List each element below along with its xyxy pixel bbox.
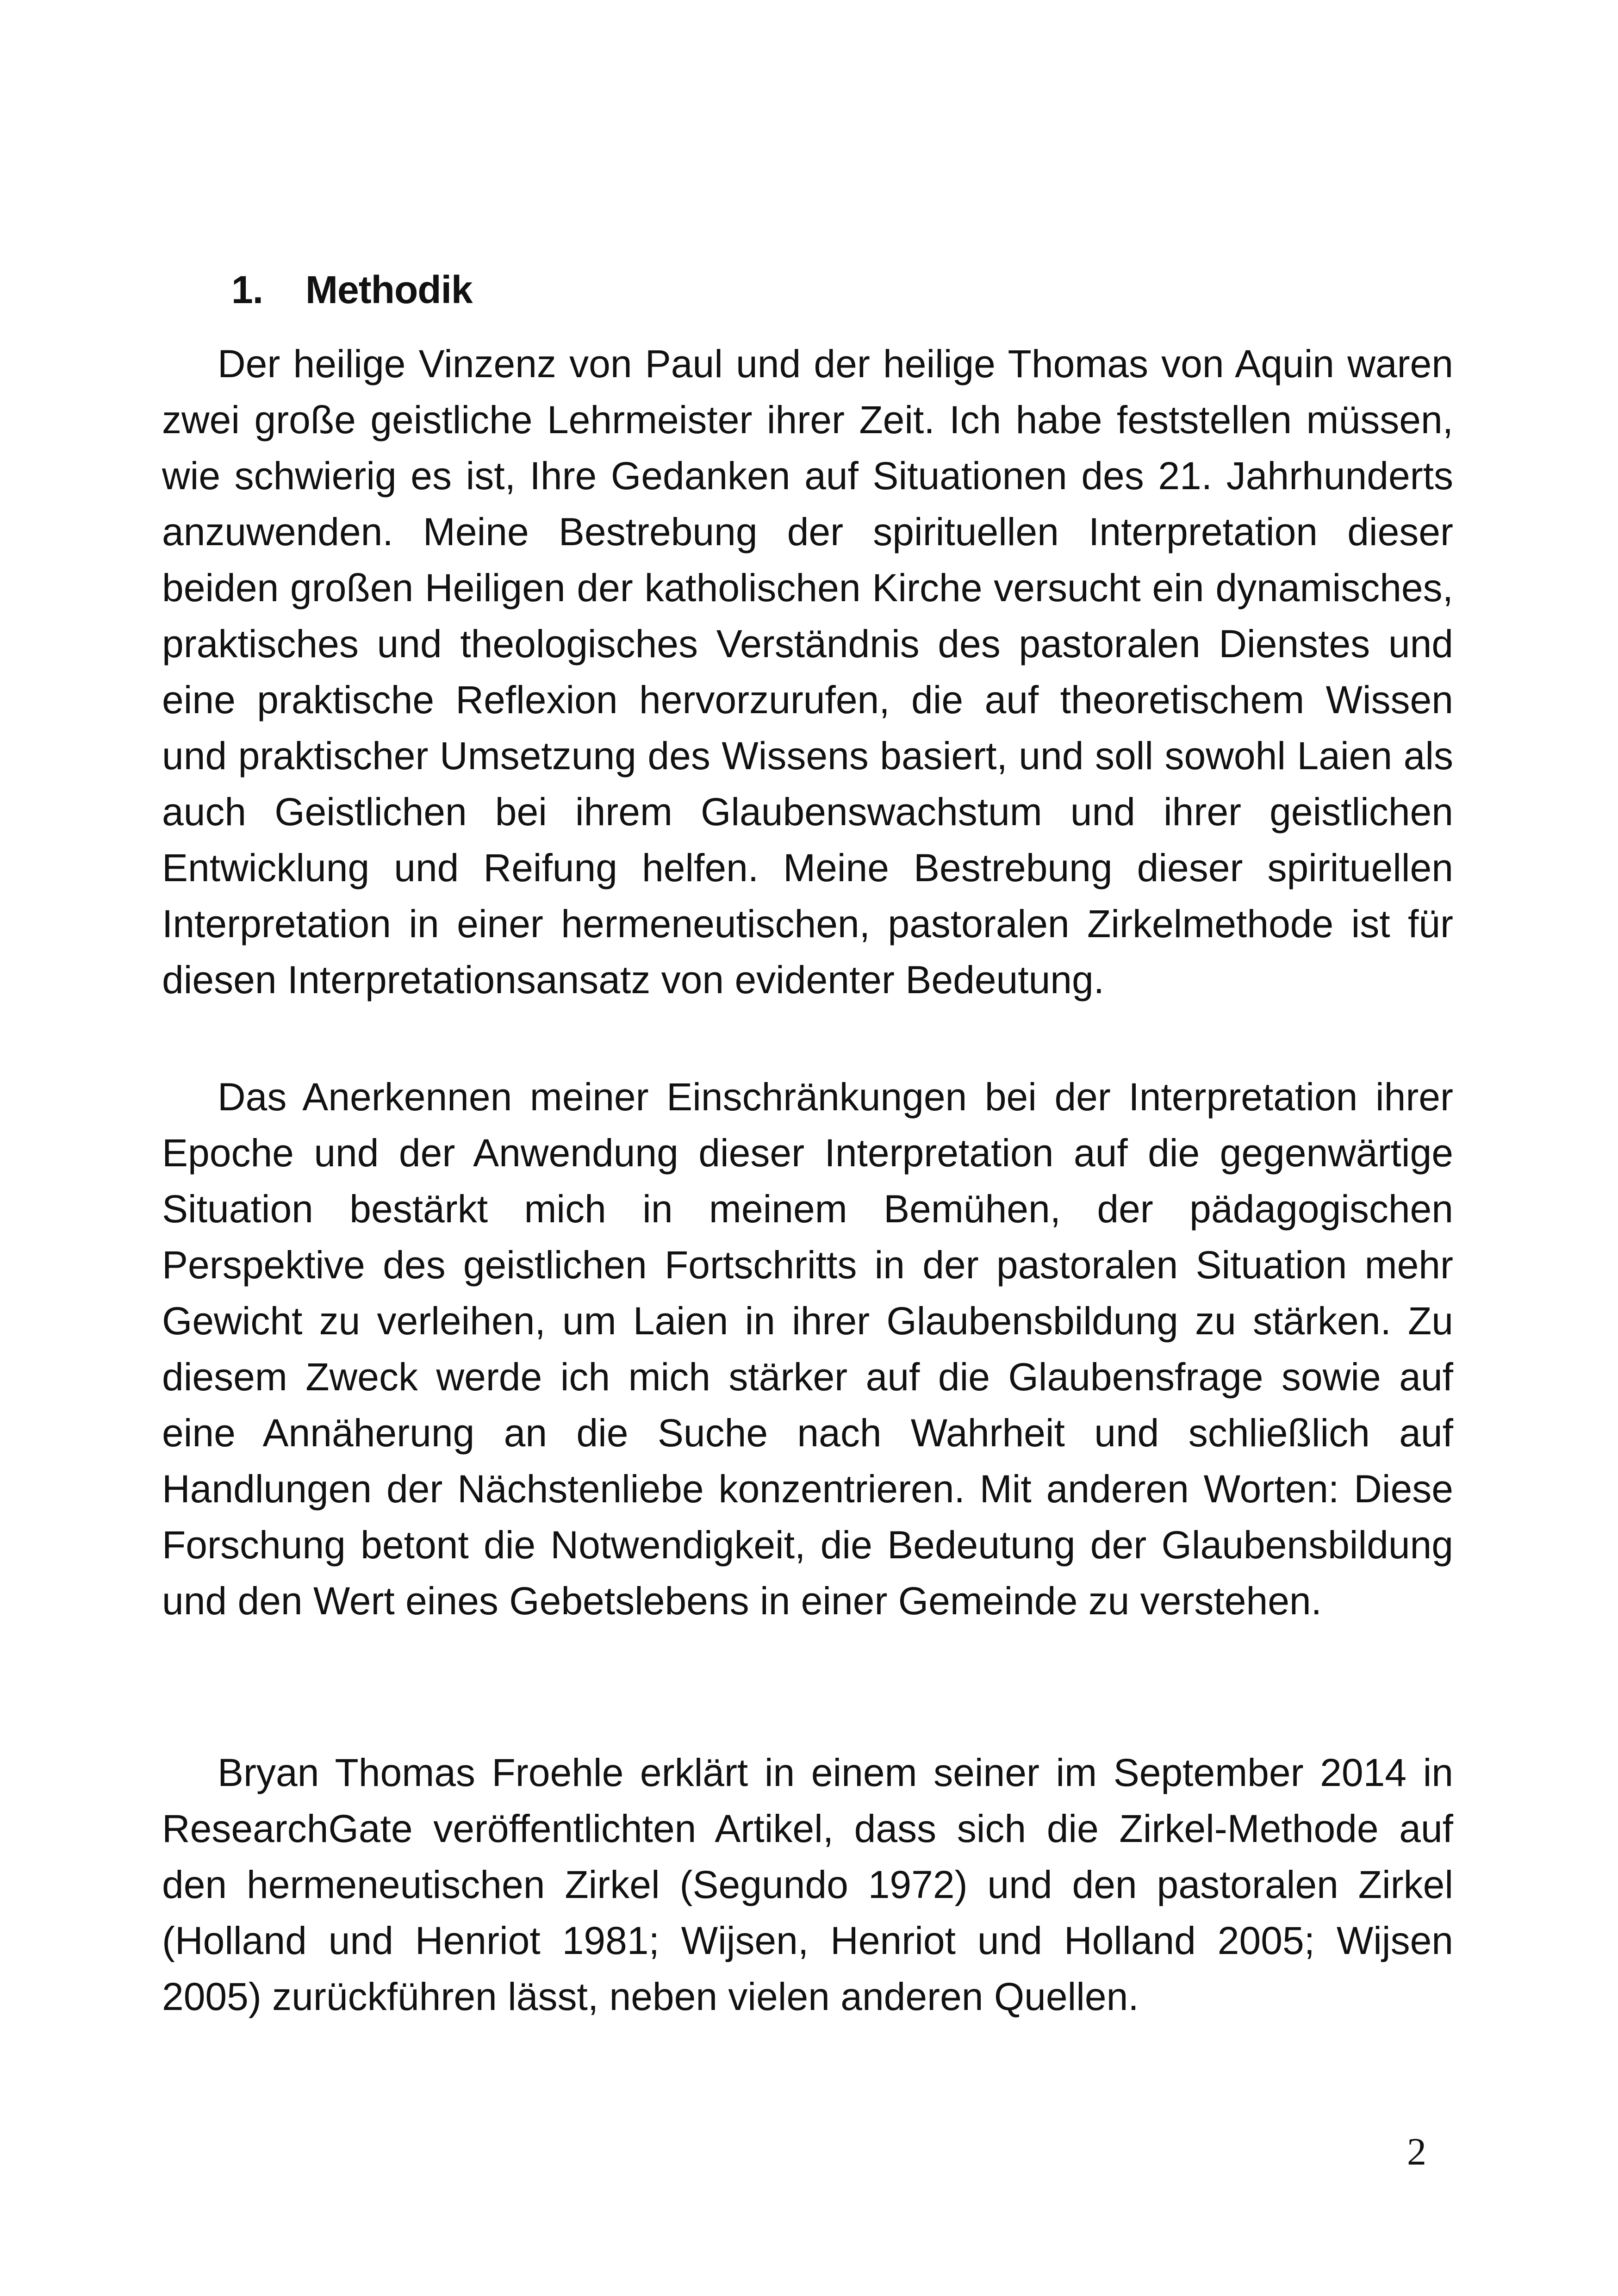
body-paragraph-1: Der heilige Vinzenz von Paul und der heilige Thomas von Aquin waren zwei große geistliche Lehrmeister ihrer Zeit. Ich habe feststellen müssen, wie schwierig es ist, Ihre Gedanken auf Situationen des 21. Jahrhunderts anzuwenden. Meine Bestrebung der spirituellen Interpretation dieser beiden großen Heiligen der katholischen Kirche versucht ein dynamisches, praktisches und theologisches Verständnis des pastoralen Dienstes und eine praktische Reflexion hervorzurufen, die auf theoretischem Wissen und praktischer Umsetzung des Wissens basiert, und soll sowohl Laien als auch Geistlichen bei ihrem Glaubenswachstum und ihrer geistlichen Entwicklung und Reifung helfen. Meine Bestrebung dieser spirituellen Interpretation in einer hermeneutischen, pastoralen Zirkelmethode ist für diesen Interpretationsansatz von evidenter Bedeutung.: [162, 342, 1453, 1002]
body-paragraph-3: Bryan Thomas Froehle erklärt in einem seiner im September 2014 in ResearchGate veröffentlichten Artikel, dass sich die Zirkel-Methode auf den hermeneutischen Zirkel (Segundo 1972) und den pastoralen Zirkel (Holland und Henriot 1981; Wijsen, Henriot und Holland 2005; Wijsen 2005) zurückführen lässt, neben vielen anderen Quellen.: [162, 1751, 1453, 2018]
body-paragraph-2: Das Anerkennen meiner Einschränkungen bei der Interpretation ihrer Epoche und der Anwendung dieser Interpretation auf die gegenwärtige Situation bestärkt mich in meinem Bemühen, der pädagogischen Perspektive des geistlichen Fortschritts in der pastoralen Situation mehr Gewicht zu verleihen, um Laien in ihrer Glaubensbildung zu stärken. Zu diesem Zweck werde ich mich stärker auf die Glaubensfrage sowie auf eine Annäherung an die Suche nach Wahrheit und schließlich auf Handlungen der Nächstenliebe konzentrieren. Mit anderen Worten: Diese Forschung betont die Notwendigkeit, die Bedeutung der Glaubensbildung und den Wert eines Gebetslebens in einer Gemeinde zu verstehen.: [162, 1075, 1453, 1623]
section-title: Methodik: [305, 268, 473, 312]
section-heading: [231, 267, 473, 313]
page-number: 2: [1407, 2130, 1426, 2173]
section-number: 1.: [231, 268, 263, 312]
